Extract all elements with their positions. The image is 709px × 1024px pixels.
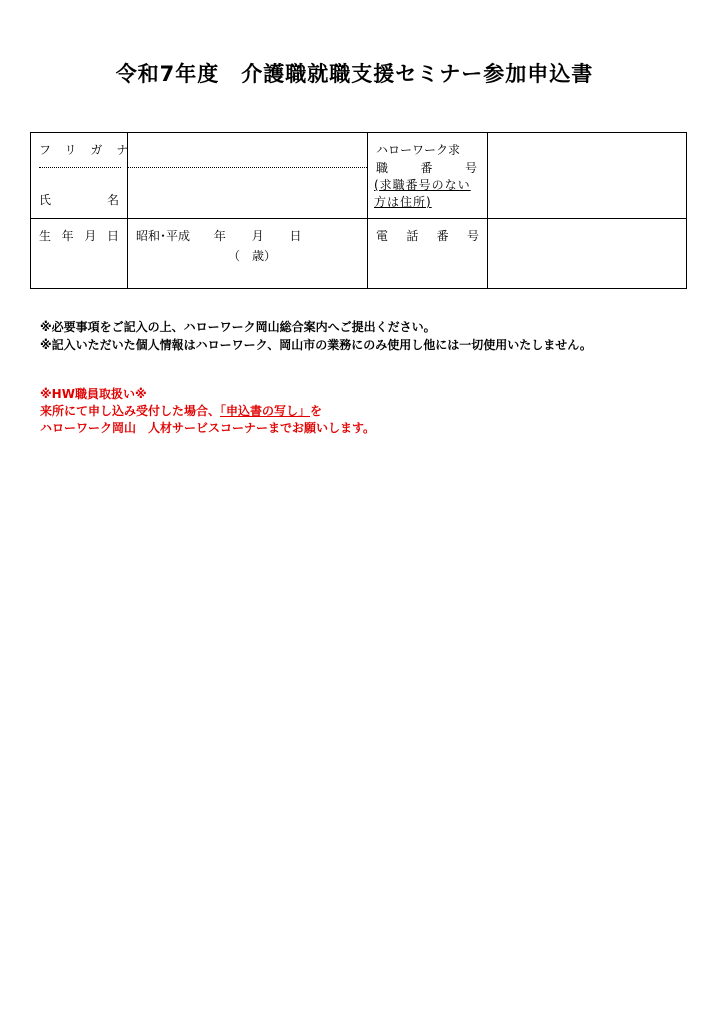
tel-field[interactable] — [488, 219, 687, 289]
birth-label: 生 年 月 日 — [39, 229, 119, 244]
name-field-cell[interactable] — [128, 133, 368, 219]
age-label: （ 歳） — [228, 249, 277, 264]
furigana-label: フリガナ — [39, 141, 121, 168]
year-label: 年 — [213, 229, 226, 244]
note-line: ※必要事項をご記入の上、ハローワーク岡山総合案内へご提出ください。 — [40, 320, 436, 334]
name-label-2: 名 — [106, 193, 119, 207]
hw-number-label-cell — [368, 133, 488, 219]
tel-label: 電 話 番 号 — [376, 229, 479, 244]
name-label — [39, 191, 119, 208]
day-label: 日 — [289, 229, 302, 244]
era-label: 昭和･平成 — [136, 229, 191, 244]
application-form — [30, 132, 687, 289]
birth-era-line — [136, 227, 316, 244]
notes — [40, 318, 592, 354]
hw-number-label: ハローワーク求 — [376, 143, 461, 157]
staff-note-line: 来所にて申し込み受付した場合、「申込書の写し」を — [40, 404, 323, 418]
birth-field[interactable] — [128, 219, 368, 289]
month-label: 月 — [251, 229, 264, 244]
name-label-1: 氏 — [39, 193, 52, 207]
staff-note — [40, 386, 375, 437]
staff-note-heading: ※HW職員取扱い※ — [40, 387, 147, 401]
page-title: 令和7年度 介護職就職支援セミナー参加申込書 — [115, 62, 594, 86]
hw-number-field[interactable] — [488, 133, 687, 219]
name-label-cell — [31, 133, 143, 219]
birth-label-cell — [31, 219, 128, 289]
note-line: ※記入いただいた個人情報はハローワーク、岡山市の業務にのみ使用し他には一切使用いたしません。 — [40, 338, 592, 352]
staff-note-line: ハローワーク岡山 人材サービスコーナーまでお願いします。 — [40, 421, 376, 435]
hw-number-label-2: 職 番 号 — [376, 161, 477, 175]
tel-label-cell — [368, 219, 488, 289]
hw-number-note: (求職番号のない方は住所) — [374, 178, 471, 209]
staff-note-highlight: 「申込書の写し」 — [220, 404, 311, 418]
